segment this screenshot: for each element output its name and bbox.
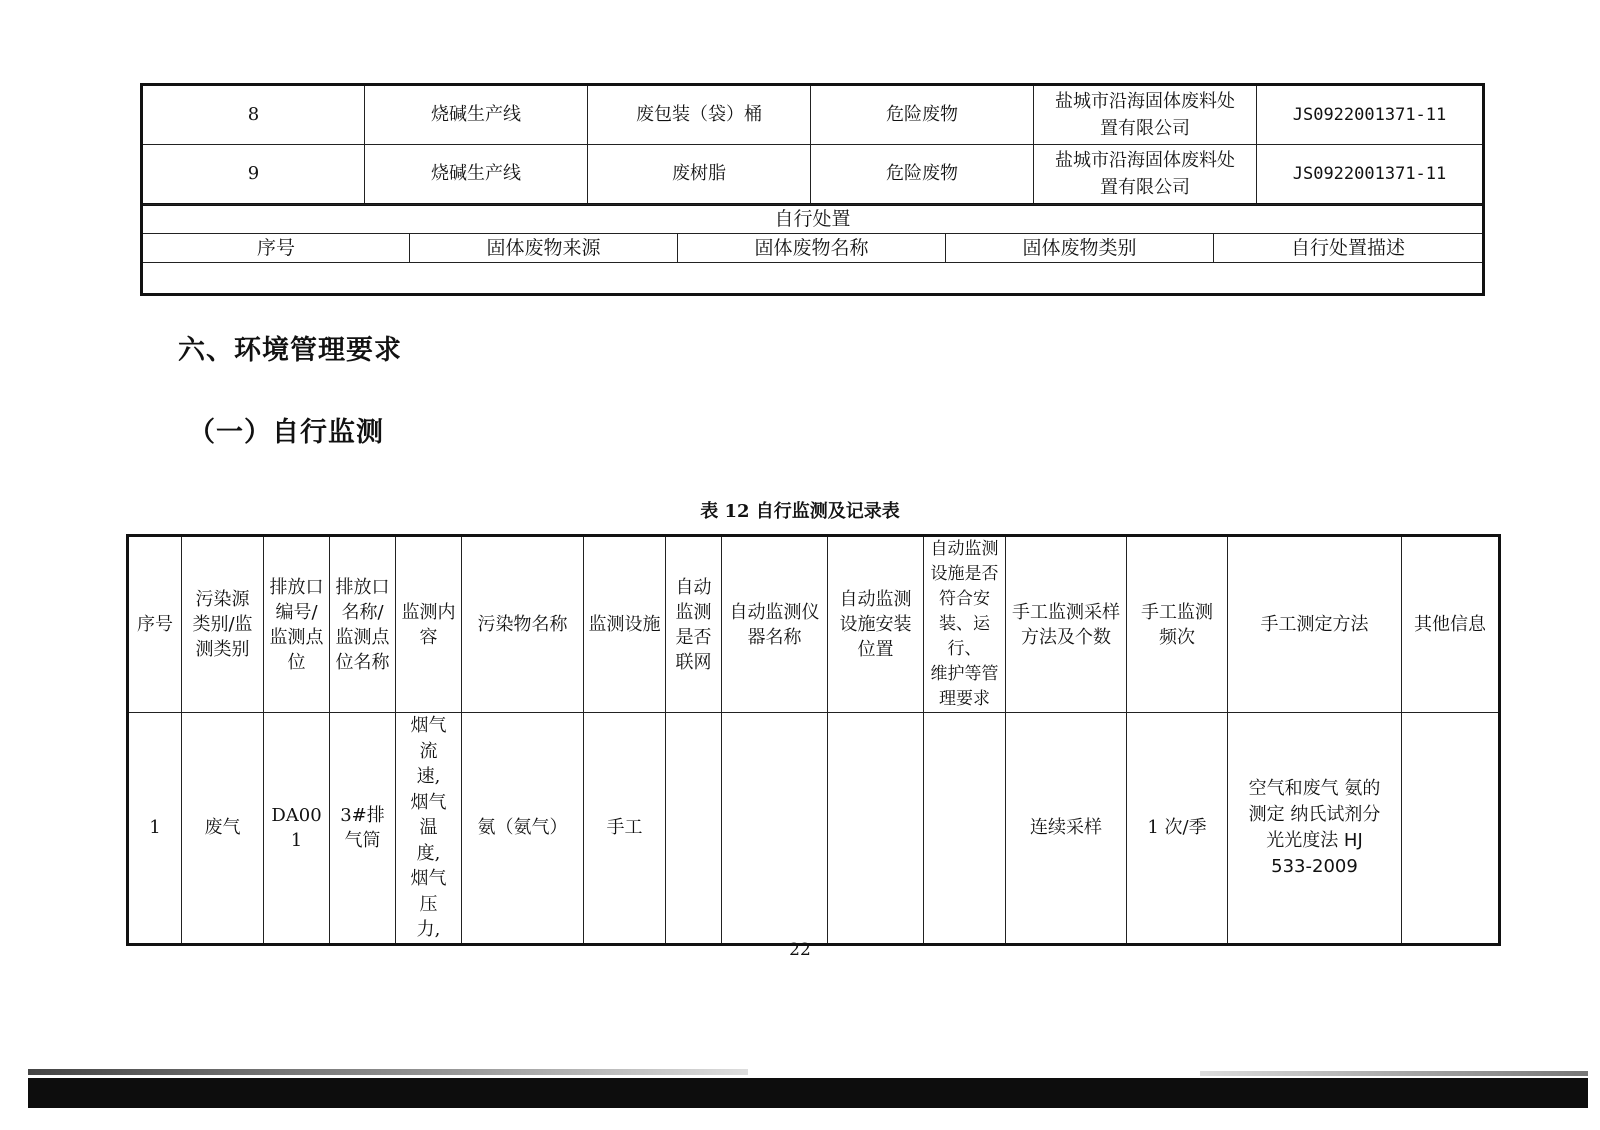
self-disposal-title: 自行处置 xyxy=(142,205,1484,234)
header-line: 位置 xyxy=(857,639,894,660)
cell-waste-name: 废树脂 xyxy=(588,145,811,205)
cell-company xyxy=(1034,145,1257,205)
empty-cell xyxy=(142,263,1484,295)
cell-category: 危险废物 xyxy=(811,85,1034,145)
hazardous-waste-table xyxy=(140,83,1485,206)
header-line: 手工监测采样 xyxy=(1012,601,1120,623)
cell-no: 8 xyxy=(142,85,365,145)
header-line: 测类别 xyxy=(195,639,250,660)
header-no: 序号 xyxy=(128,536,182,713)
table-row xyxy=(142,85,1484,145)
header-description: 自行处置描述 xyxy=(1214,234,1484,263)
header-pollutant: 污染物名称 xyxy=(462,536,584,713)
cell-outlet-id xyxy=(264,713,330,945)
cell-line: 温 xyxy=(419,817,438,838)
header-line: 维护等管 xyxy=(930,664,999,684)
header-line: 符合安 xyxy=(939,589,990,609)
scan-artifact xyxy=(1200,1071,1588,1076)
header-no: 序号 xyxy=(142,234,410,263)
table-header-row xyxy=(142,234,1484,263)
cell-no: 1 xyxy=(128,713,182,945)
header-line: 自动监测 xyxy=(930,539,999,559)
table-row xyxy=(142,145,1484,205)
cell-source: 烧碱生产线 xyxy=(365,85,588,145)
header-line: 位 xyxy=(287,651,306,673)
header-category: 固体废物类别 xyxy=(946,234,1214,263)
section-title: 六、环境管理要求 xyxy=(178,335,402,366)
company-line-1: 盐城市沿海固体废料处 xyxy=(1055,91,1235,112)
header-line: 污染源 xyxy=(195,589,250,610)
cell-waste-name: 废包装（袋）桶 xyxy=(588,85,811,145)
header-line: 编号/ xyxy=(275,601,318,623)
cell-manual-sampling: 连续采样 xyxy=(1006,713,1127,945)
header-line: 类别/监 xyxy=(192,614,253,635)
header-other: 其他信息 xyxy=(1402,536,1500,713)
company-line-2: 置有限公司 xyxy=(1100,118,1190,139)
cell-line: 测定 纳氏试剂分 xyxy=(1248,803,1381,825)
cell-compliance xyxy=(924,713,1006,945)
header-line: 监测点 xyxy=(269,626,324,648)
header-line: 频次 xyxy=(1159,626,1195,648)
header-content xyxy=(396,536,462,713)
header-compliance xyxy=(924,536,1006,713)
header-line: 自动监测 xyxy=(839,589,912,610)
cell-line: 烟气 xyxy=(410,791,447,813)
header-line: 设施是否 xyxy=(930,564,999,584)
header-line: 监测点 xyxy=(335,626,390,648)
company-line-1: 盐城市沿海固体废料处 xyxy=(1055,150,1235,171)
header-line: 是否 xyxy=(675,626,712,648)
header-name: 固体废物名称 xyxy=(678,234,946,263)
self-monitoring-table xyxy=(126,534,1501,946)
header-manual-sampling xyxy=(1006,536,1127,713)
table-row xyxy=(142,205,1484,234)
header-outlet-name xyxy=(330,536,396,713)
cell-source-type: 废气 xyxy=(182,713,264,945)
cell-line: 1 xyxy=(290,829,303,851)
header-line: 监测内 xyxy=(401,601,456,623)
cell-instrument xyxy=(722,713,828,945)
header-install-location xyxy=(828,536,924,713)
cell-networked xyxy=(666,713,722,945)
cell-line: 烟气 xyxy=(410,868,447,889)
cell-company xyxy=(1034,85,1257,145)
cell-manual-frequency: 1 次/季 xyxy=(1127,713,1228,945)
cell-line: 度, xyxy=(416,842,441,864)
cell-no: 9 xyxy=(142,145,365,205)
self-disposal-table xyxy=(140,204,1485,296)
header-line: 器名称 xyxy=(747,626,802,648)
header-line: 排放口 xyxy=(269,576,324,598)
cell-pollutant: 氨（氨气） xyxy=(462,713,584,945)
cell-manual-method xyxy=(1228,713,1402,945)
cell-facility: 手工 xyxy=(584,713,666,945)
table-caption: 表 12 自行监测及记录表 xyxy=(700,501,900,522)
cell-license: JS0922001371-11 xyxy=(1257,85,1484,145)
cell-line: 速, xyxy=(416,766,441,787)
cell-content xyxy=(396,713,462,945)
cell-line: 烟气 xyxy=(410,715,447,736)
header-outlet-id xyxy=(264,536,330,713)
table-header-row xyxy=(128,536,1500,713)
company-line-2: 置有限公司 xyxy=(1100,177,1190,198)
header-line: 装、运行、 xyxy=(939,614,990,659)
header-line: 方法及个数 xyxy=(1021,626,1111,648)
header-line: 名称/ xyxy=(341,601,384,623)
header-networked xyxy=(666,536,722,713)
cell-line: DA00 xyxy=(271,804,322,826)
header-line: 联网 xyxy=(675,651,712,673)
cell-source: 烧碱生产线 xyxy=(365,145,588,205)
cell-license: JS0922001371-11 xyxy=(1257,145,1484,205)
header-line: 理要求 xyxy=(939,689,990,709)
scan-artifact xyxy=(28,1069,748,1075)
cell-category: 危险废物 xyxy=(811,145,1034,205)
cell-other xyxy=(1402,713,1500,945)
header-instrument xyxy=(722,536,828,713)
cell-line: 光光度法 HJ xyxy=(1266,829,1363,851)
scan-edge-bar xyxy=(28,1078,1588,1108)
table-row-empty xyxy=(142,263,1484,295)
header-facility: 监测设施 xyxy=(584,536,666,713)
cell-line: 3#排 xyxy=(340,804,385,826)
cell-line: 力, xyxy=(416,919,441,940)
cell-outlet-name xyxy=(330,713,396,945)
header-line: 位名称 xyxy=(335,651,390,673)
cell-line: 气筒 xyxy=(344,829,381,851)
table-row xyxy=(128,713,1500,945)
header-source: 固体废物来源 xyxy=(410,234,678,263)
cell-install-location xyxy=(828,713,924,945)
cell-line: 流 xyxy=(419,740,438,762)
header-line: 自动 xyxy=(675,576,712,598)
cell-line: 压 xyxy=(419,893,438,915)
sub-section-title: （一）自行监测 xyxy=(188,417,384,448)
header-manual-method: 手工测定方法 xyxy=(1228,536,1402,713)
header-line: 自动监测仪 xyxy=(729,601,820,623)
header-line: 监测 xyxy=(675,601,712,623)
cell-line: 533-2009 xyxy=(1271,855,1358,877)
header-manual-frequency xyxy=(1127,536,1228,713)
cell-line: 空气和废气 氨的 xyxy=(1248,777,1381,799)
header-line: 容 xyxy=(419,626,438,648)
page-number: 22 xyxy=(789,940,811,960)
header-line: 排放口 xyxy=(335,576,390,598)
header-line: 设施安装 xyxy=(839,614,912,635)
header-line: 手工监测 xyxy=(1141,601,1213,623)
header-source-type xyxy=(182,536,264,713)
